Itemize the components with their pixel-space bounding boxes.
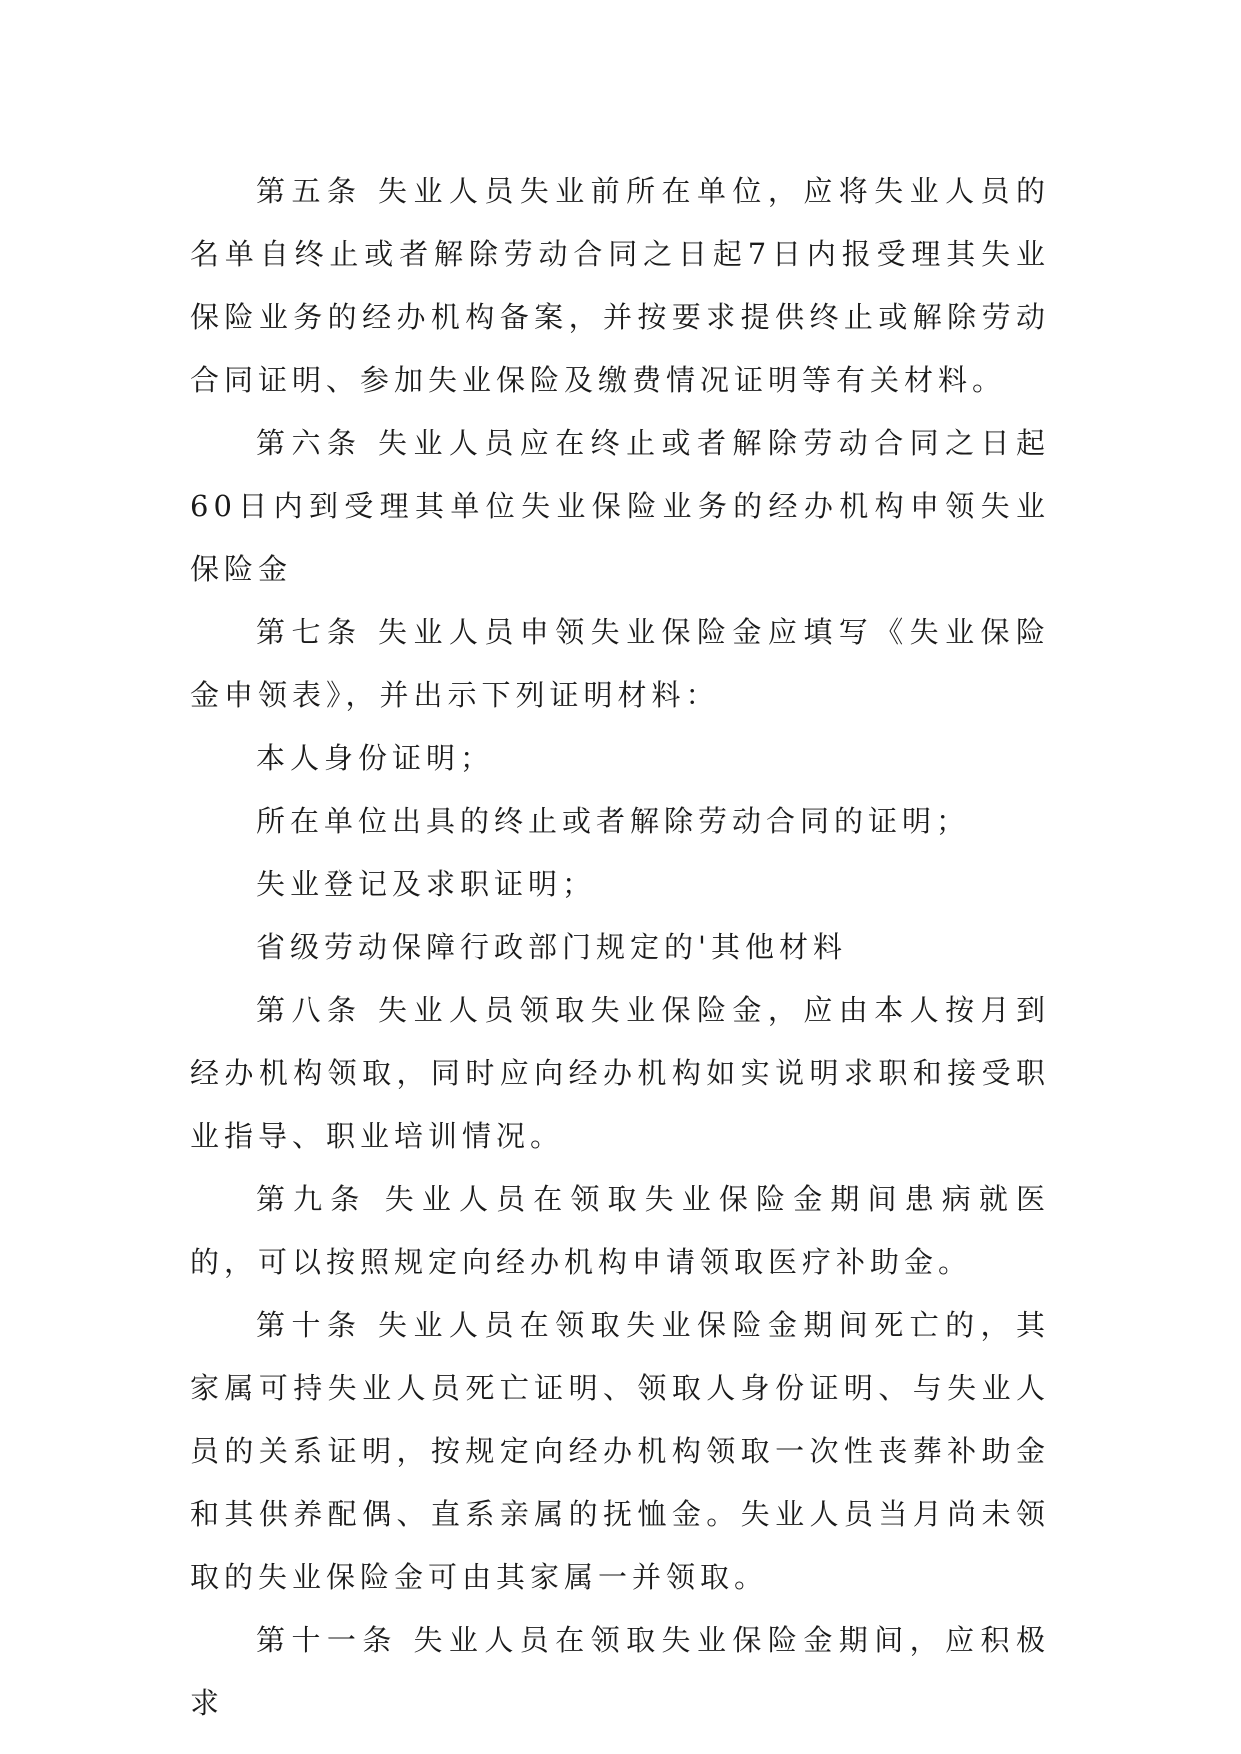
required-document-item: 省级劳动保障行政部门规定的'其他材料 (256, 930, 847, 964)
article-10-paragraph: 第十条 失业人员在领取失业保险金期间死亡的，其家属可持失业人员死亡证明、领取人身份证明、与失业人员的关系证明，按规定向经办机构领取一次性丧葬补助金和其供养配偶、直系亲属的抚恤金。失业人员当月尚未领取的失业保险金可由其家属一并领取。 (190, 1308, 1050, 1594)
article-6-paragraph: 第六条 失业人员应在终止或者解除劳动合同之日起60日内到受理其单位失业保险业务的经办机构申领失业保险金 (190, 426, 1050, 586)
article-7-paragraph: 第七条 失业人员申领失业保险金应填写《失业保险金申领表》，并出示下列证明材料： (190, 615, 1050, 712)
article-9-paragraph: 第九条 失业人员在领取失业保险金期间患病就医的，可以按照规定向经办机构申请领取医疗补助金。 (190, 1182, 1050, 1279)
required-document-item: 失业登记及求职证明； (256, 867, 597, 901)
document-body (190, 160, 1050, 1735)
required-document-item: 所在单位出具的终止或者解除劳动合同的证明； (256, 804, 971, 838)
article-11-paragraph: 第十一条 失业人员在领取失业保险金期间，应积极求 (190, 1623, 1050, 1720)
article-5-paragraph: 第五条 失业人员失业前所在单位，应将失业人员的名单自终止或者解除劳动合同之日起7日内报受理其失业保险业务的经办机构备案，并按要求提供终止或解除劳动合同证明、参加失业保险及缴费情况证明等有关材料。 (190, 174, 1050, 397)
required-document-item: 本人身份证明； (256, 741, 495, 775)
article-8-paragraph: 第八条 失业人员领取失业保险金，应由本人按月到经办机构领取，同时应向经办机构如实说明求职和接受职业指导、职业培训情况。 (190, 993, 1050, 1153)
